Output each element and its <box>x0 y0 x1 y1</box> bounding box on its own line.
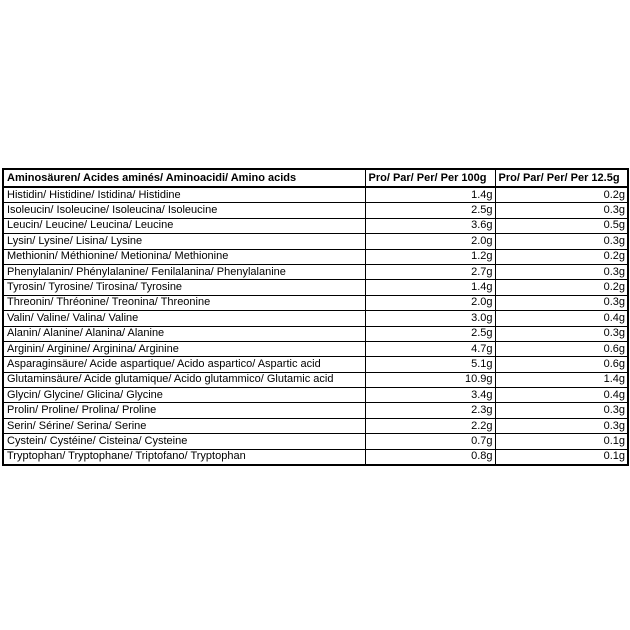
value-per-12-5g: 0.1g <box>495 434 628 449</box>
value-per-100g: 3.4g <box>365 388 495 403</box>
value-per-12-5g: 0.6g <box>495 357 628 372</box>
value-per-12-5g: 0.3g <box>495 264 628 279</box>
table-row <box>3 218 628 233</box>
amino-acids-table-container <box>2 168 627 466</box>
amino-acid-name: Valin/ Valine/ Valina/ Valine <box>3 311 365 326</box>
amino-acid-name: Alanin/ Alanine/ Alanina/ Alanine <box>3 326 365 341</box>
value-per-12-5g: 1.4g <box>495 372 628 387</box>
amino-acid-name: Lysin/ Lysine/ Lisina/ Lysine <box>3 234 365 249</box>
value-per-12-5g: 0.3g <box>495 403 628 418</box>
amino-acid-name: Isoleucin/ Isoleucine/ Isoleucina/ Isoleucine <box>3 203 365 218</box>
value-per-100g: 2.3g <box>365 403 495 418</box>
table-row <box>3 388 628 403</box>
amino-acid-name: Glutaminsäure/ Acide glutamique/ Acido glutammico/ Glutamic acid <box>3 372 365 387</box>
amino-acid-name: Cystein/ Cystéine/ Cisteina/ Cysteine <box>3 434 365 449</box>
value-per-100g: 5.1g <box>365 357 495 372</box>
value-per-100g: 1.2g <box>365 249 495 264</box>
value-per-100g: 2.7g <box>365 264 495 279</box>
value-per-100g: 2.5g <box>365 326 495 341</box>
amino-acids-table-body <box>3 187 628 465</box>
table-row <box>3 187 628 203</box>
value-per-100g: 0.7g <box>365 434 495 449</box>
amino-acid-name: Phenylalanin/ Phénylalanine/ Fenilalanina/ Phenylalanine <box>3 264 365 279</box>
table-row <box>3 311 628 326</box>
value-per-12-5g: 0.3g <box>495 295 628 310</box>
header-row <box>3 169 628 187</box>
table-row <box>3 234 628 249</box>
table-row <box>3 326 628 341</box>
header-per-100g: Pro/ Par/ Per/ Per 100g <box>365 169 495 187</box>
value-per-100g: 0.8g <box>365 449 495 465</box>
value-per-12-5g: 0.2g <box>495 249 628 264</box>
value-per-100g: 1.4g <box>365 280 495 295</box>
table-row <box>3 418 628 433</box>
amino-acid-name: Serin/ Sérine/ Serina/ Serine <box>3 418 365 433</box>
amino-acid-name: Glycin/ Glycine/ Glicina/ Glycine <box>3 388 365 403</box>
table-row <box>3 434 628 449</box>
amino-acid-name: Leucin/ Leucine/ Leucina/ Leucine <box>3 218 365 233</box>
value-per-100g: 3.0g <box>365 311 495 326</box>
value-per-100g: 10.9g <box>365 372 495 387</box>
value-per-12-5g: 0.2g <box>495 280 628 295</box>
value-per-100g: 3.6g <box>365 218 495 233</box>
amino-acid-name: Tryptophan/ Tryptophane/ Triptofano/ Tryptophan <box>3 449 365 465</box>
table-row <box>3 249 628 264</box>
amino-acid-name: Arginin/ Arginine/ Arginina/ Arginine <box>3 341 365 356</box>
value-per-12-5g: 0.6g <box>495 341 628 356</box>
amino-acid-name: Asparaginsäure/ Acide aspartique/ Acido aspartico/ Aspartic acid <box>3 357 365 372</box>
amino-acid-name: Prolin/ Proline/ Prolina/ Proline <box>3 403 365 418</box>
value-per-12-5g: 0.4g <box>495 311 628 326</box>
value-per-100g: 2.0g <box>365 234 495 249</box>
value-per-100g: 2.0g <box>365 295 495 310</box>
table-row <box>3 341 628 356</box>
amino-acid-name: Histidin/ Histidine/ Istidina/ Histidine <box>3 187 365 203</box>
value-per-12-5g: 0.3g <box>495 203 628 218</box>
amino-acid-name: Methionin/ Méthionine/ Metionina/ Methionine <box>3 249 365 264</box>
value-per-12-5g: 0.3g <box>495 234 628 249</box>
table-row <box>3 449 628 465</box>
value-per-12-5g: 0.3g <box>495 418 628 433</box>
table-row <box>3 357 628 372</box>
amino-acid-name: Threonin/ Thréonine/ Treonina/ Threonine <box>3 295 365 310</box>
value-per-100g: 4.7g <box>365 341 495 356</box>
value-per-12-5g: 0.5g <box>495 218 628 233</box>
value-per-12-5g: 0.3g <box>495 326 628 341</box>
header-per-12-5g: Pro/ Par/ Per/ Per 12.5g <box>495 169 628 187</box>
amino-acids-table <box>2 168 629 466</box>
table-row <box>3 372 628 387</box>
table-row <box>3 280 628 295</box>
value-per-100g: 1.4g <box>365 187 495 203</box>
value-per-100g: 2.2g <box>365 418 495 433</box>
table-row <box>3 264 628 279</box>
amino-acid-name: Tyrosin/ Tyrosine/ Tirosina/ Tyrosine <box>3 280 365 295</box>
table-row <box>3 295 628 310</box>
value-per-12-5g: 0.1g <box>495 449 628 465</box>
value-per-100g: 2.5g <box>365 203 495 218</box>
table-row <box>3 203 628 218</box>
header-amino-acids: Aminosäuren/ Acides aminés/ Aminoacidi/ Amino acids <box>3 169 365 187</box>
value-per-12-5g: 0.4g <box>495 388 628 403</box>
table-row <box>3 403 628 418</box>
value-per-12-5g: 0.2g <box>495 187 628 203</box>
